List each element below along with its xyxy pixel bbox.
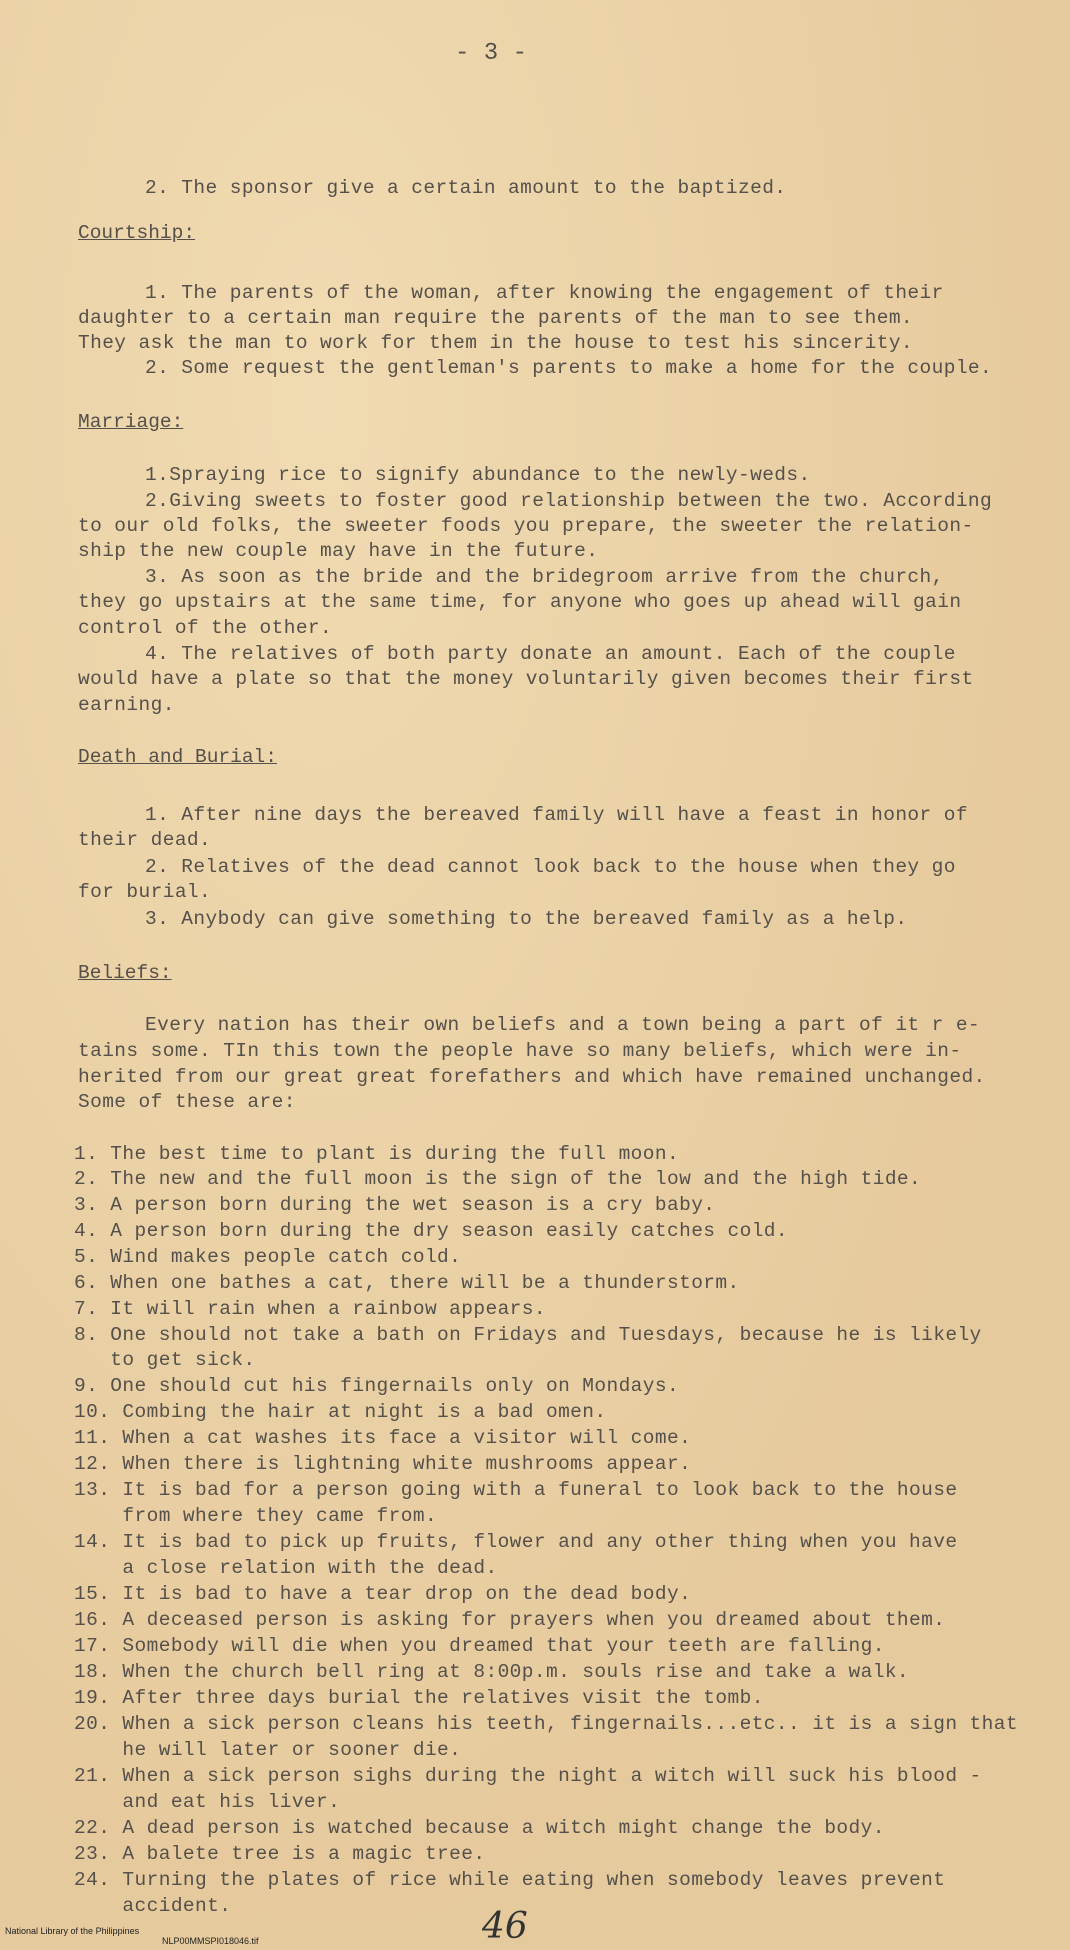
belief-item: 3. A person born during the wet season is a cry baby. — [74, 1194, 716, 1216]
belief-item: 1. The best time to plant is during the full moon. — [74, 1143, 680, 1165]
belief-item: a close relation with the dead. — [74, 1557, 498, 1579]
belief-item: 14. It is bad to pick up fruits, flower and any other thing when you have — [74, 1531, 958, 1553]
courtship-line: daughter to a certain man require the parents of the man to see them. — [78, 307, 914, 329]
courtship-line: 1. The parents of the woman, after knowing the engagement of their — [145, 282, 944, 304]
sponsor-line: 2. The sponsor give a certain amount to the baptized. — [145, 177, 787, 199]
belief-item: 19. After three days burial the relatives visit the tomb. — [74, 1687, 764, 1709]
marriage-line: to our old folks, the sweeter foods you prepare, the sweeter the relation- — [78, 515, 974, 537]
belief-item: and eat his liver. — [74, 1791, 341, 1813]
belief-item: 20. When a sick person cleans his teeth, fingernails...etc.. it is a sign that — [74, 1713, 1018, 1735]
marriage-line: control of the other. — [78, 617, 333, 639]
belief-item: accident. — [74, 1895, 232, 1917]
belief-item: 8. One should not take a bath on Fridays and Tuesdays, because he is likely — [74, 1324, 982, 1346]
belief-item: 21. When a sick person sighs during the night a witch will suck his blood - — [74, 1765, 982, 1787]
belief-item: 6. When one bathes a cat, there will be a thunderstorm. — [74, 1272, 740, 1294]
belief-item: 11. When a cat washes its face a visitor will come. — [74, 1427, 692, 1449]
marriage-heading: Marriage: — [78, 411, 184, 433]
beliefs-intro-line: herited from our great great forefathers and which have remained unchanged. — [78, 1066, 986, 1088]
death-burial-heading: Death and Burial: — [78, 746, 277, 768]
belief-item: 5. Wind makes people catch cold. — [74, 1246, 462, 1268]
library-credit: National Library of the Philippines — [5, 1926, 140, 1936]
belief-item: 2. The new and the full moon is the sign of the low and the high tide. — [74, 1168, 922, 1190]
beliefs-heading: Beliefs: — [78, 962, 172, 984]
belief-item: 15. It is bad to have a tear drop on the dead body. — [74, 1583, 692, 1605]
death-burial-line: 2. Relatives of the dead cannot look back to the house when they go — [145, 856, 956, 878]
death-burial-line: 1. After nine days the bereaved family will have a feast in honor of — [145, 804, 968, 826]
belief-item: 24. Turning the plates of rice while eating when somebody leaves prevent — [74, 1869, 946, 1891]
belief-item: from where they came from. — [74, 1505, 438, 1527]
belief-item: 12. When there is lightning white mushrooms appear. — [74, 1453, 692, 1475]
belief-item: 13. It is bad for a person going with a funeral to look back to the house — [74, 1479, 958, 1501]
belief-item: 22. A dead person is watched because a witch might change the body. — [74, 1817, 885, 1839]
beliefs-intro-line: Every nation has their own beliefs and a town being a part of it r e- — [145, 1014, 981, 1036]
marriage-line: 2.Giving sweets to foster good relationship between the two. According — [145, 490, 993, 512]
courtship-line: 2. Some request the gentleman's parents to make a home for the couple. — [145, 357, 993, 379]
belief-item: he will later or sooner die. — [74, 1739, 462, 1761]
marriage-line: 4. The relatives of both party donate an amount. Each of the couple — [145, 643, 956, 665]
scan-filename: NLP00MMSPI018046.tif — [162, 1936, 259, 1946]
belief-item: 16. A deceased person is asking for prayers when you dreamed about them. — [74, 1609, 946, 1631]
belief-item: 17. Somebody will die when you dreamed that your teeth are falling. — [74, 1635, 885, 1657]
belief-item: 4. A person born during the dry season easily catches cold. — [74, 1220, 789, 1242]
belief-item: 23. A balete tree is a magic tree. — [74, 1843, 486, 1865]
belief-item: 9. One should cut his fingernails only on Mondays. — [74, 1375, 680, 1397]
marriage-line: ship the new couple may have in the future. — [78, 540, 599, 562]
belief-item: 7. It will rain when a rainbow appears. — [74, 1298, 546, 1320]
beliefs-intro-line: Some of these are: — [78, 1091, 296, 1113]
marriage-line: would have a plate so that the money voluntarily given becomes their first — [78, 668, 974, 690]
marriage-line: 1.Spraying rice to signify abundance to the newly-weds. — [145, 464, 811, 486]
belief-item: to get sick. — [74, 1349, 256, 1371]
scan-footer — [0, 1916, 259, 1946]
handwritten-page-number: 46 — [482, 1906, 528, 1947]
marriage-line: they go upstairs at the same time, for anyone who goes up ahead will gain — [78, 591, 962, 613]
death-burial-line: for burial. — [78, 881, 212, 903]
page-number: - 3 - — [455, 40, 528, 67]
death-burial-line: their dead. — [78, 829, 212, 851]
marriage-line: 3. As soon as the bride and the bridegroom arrive from the church, — [145, 566, 944, 588]
courtship-line: They ask the man to work for them in the house to test his sincerity. — [78, 332, 914, 354]
death-burial-line: 3. Anybody can give something to the bereaved family as a help. — [145, 908, 908, 930]
courtship-heading: Courtship: — [78, 222, 196, 244]
beliefs-intro-line: tains some. TIn this town the people have so many beliefs, which were in- — [78, 1040, 962, 1062]
belief-item: 10. Combing the hair at night is a bad omen. — [74, 1401, 607, 1423]
belief-item: 18. When the church bell ring at 8:00p.m. souls rise and take a walk. — [74, 1661, 910, 1683]
marriage-line: earning. — [78, 694, 175, 716]
